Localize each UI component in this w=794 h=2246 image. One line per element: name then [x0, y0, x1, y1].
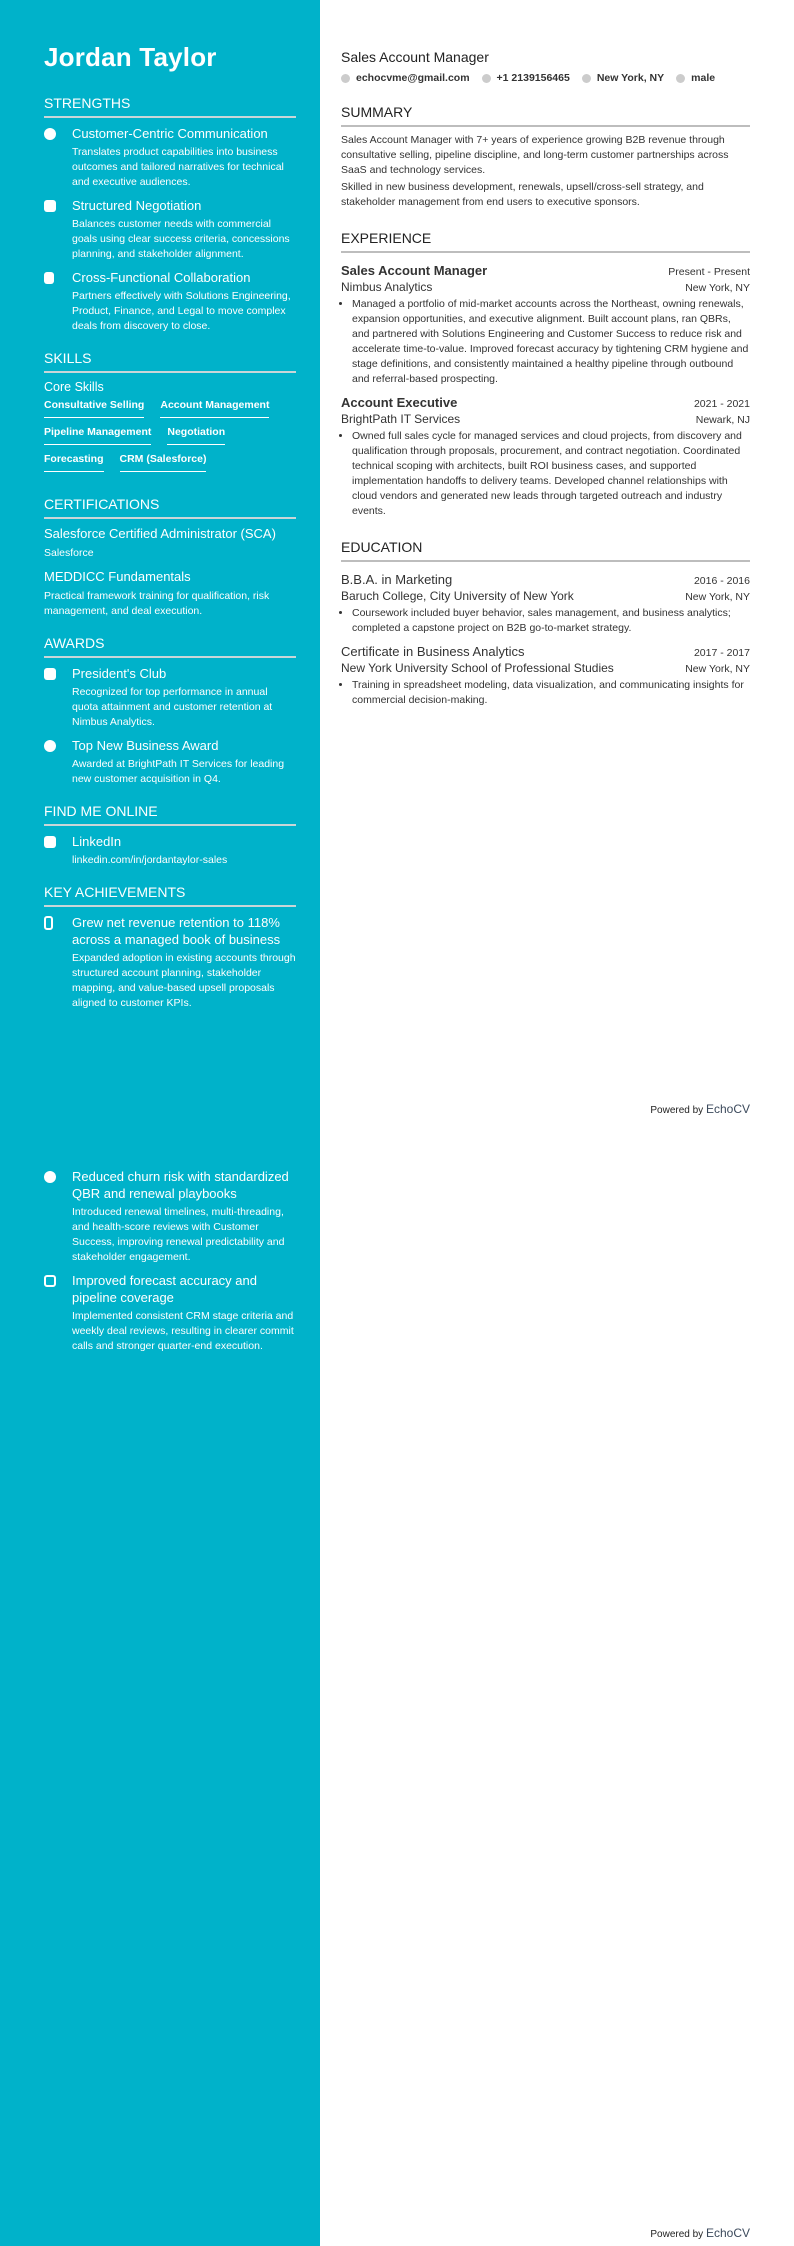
edu-bullet: • Training in spreadsheet modeling, data visualization, and communicating insights for commercial decision-making.: [352, 678, 750, 708]
footer-brand[interactable]: EchoCV: [705, 1102, 750, 1116]
phone[interactable]: +1 2139156465: [496, 72, 570, 84]
mobile-icon: [44, 916, 53, 930]
edu-location: New York, NY: [685, 591, 750, 603]
education-item: [341, 568, 750, 636]
achievement-item: [44, 1272, 296, 1354]
person-icon: [676, 74, 685, 83]
strengths-heading: STRENGTHS: [44, 95, 296, 118]
job-title: Sales Account Manager: [341, 263, 488, 278]
skills-heading: SKILLS: [44, 350, 296, 373]
summary-paragraph: Skilled in new business development, renewals, upsell/cross-sell strategy, and stakeholder management from end users to executive sponsors.: [341, 181, 704, 208]
phone-icon: [482, 74, 491, 83]
location: New York, NY: [596, 72, 665, 84]
footer-brand[interactable]: EchoCV: [705, 2226, 750, 2240]
strength-item: [44, 197, 296, 262]
strength-title: Structured Negotiation: [72, 198, 202, 213]
skill-tag: Consultative Selling: [44, 399, 144, 418]
sidebar: [0, 0, 320, 2246]
job-title: Account Executive: [341, 395, 458, 410]
job-dates: 2021 - 2021: [693, 398, 750, 410]
pie-chart-icon: [44, 740, 56, 752]
job-bullet: • Owned full sales cycle for managed services and cloud projects, from discovery and qualification through proposals, procurement, and contract negotiation. Coordinated technical scoping with architects, built ROI business cases, and supported implementation handoffs to delivery teams. Developed channel relationships with cloud vendors and generated new leads through targeted outreach and industry events.: [352, 429, 750, 519]
footer-prefix: Powered by: [650, 2229, 704, 2240]
euro-icon: [44, 1171, 56, 1183]
experience-heading: EXPERIENCE: [341, 230, 750, 253]
job-bullet: • Managed a portfolio of mid-market accounts across the Northeast, owning renewals, expansion opportunities, and executive alignment. Built account plans, ran QBRs, and partnered with Solutions Engineering and Customer Success to reduce risk and accelerate time-to-value. Improved forecast accuracy by tightening CRM hygiene and stage definitions, and consistently maintained a healthy pipeline through outbound and referral-based prospecting.: [352, 297, 750, 387]
education-heading: EDUCATION: [341, 539, 750, 562]
edu-dates: 2017 - 2017: [693, 647, 750, 659]
achievement-title: Improved forecast accuracy and pipeline coverage: [72, 1273, 257, 1305]
location-icon: [582, 74, 591, 83]
contact-bar: [341, 72, 750, 84]
job-location: New York, NY: [685, 282, 750, 294]
strength-desc: Translates product capabilities into business outcomes and tailored narratives for technical and executive audiences.: [72, 146, 284, 188]
school: New York University School of Professional Studies: [341, 661, 614, 675]
strength-desc: Partners effectively with Solutions Engineering, Product, Finance, and Legal to move complex deals from discovery to close.: [72, 290, 291, 332]
skill-tag: Forecasting: [44, 453, 104, 472]
award-desc: Awarded at BrightPath IT Services for leading new customer acquisition in Q4.: [72, 758, 285, 785]
summary-heading: SUMMARY: [341, 104, 750, 127]
linkedin-link[interactable]: linkedin.com/in/jordantaylor-sales: [72, 854, 228, 866]
job-location: Newark, NJ: [695, 414, 750, 426]
footer-page-2: [650, 2226, 750, 2240]
achievement-item: [44, 914, 296, 1011]
skill-tag: CRM (Salesforce): [120, 453, 207, 472]
envelope-open-icon: [44, 200, 56, 212]
cert-title: Salesforce Certified Administrator (SCA): [44, 526, 276, 541]
award-title: President's Club: [72, 666, 167, 681]
cert-desc: Practical framework training for qualification, risk management, and deal execution.: [44, 590, 270, 617]
candidate-name: Jordan Taylor: [44, 42, 217, 72]
job-dates: Present - Present: [668, 266, 750, 278]
skills-list: [44, 399, 296, 480]
footer-page-1: [650, 1102, 750, 1116]
achievement-desc: Introduced renewal timelines, multi-threading, and health-score reviews with Customer Success, improving renewal predictability and stakeholder engagement.: [72, 1206, 285, 1263]
skills-group: Core Skills: [44, 380, 104, 394]
edu-bullet: • Coursework included buyer behavior, sales management, and business analytics; completed a capstone project on B2B go-to-market strategy.: [352, 606, 750, 636]
achievement-desc: Implemented consistent CRM stage criteria and weekly deal reviews, resulting in clearer commit calls and stronger quarter-end execution.: [72, 1310, 294, 1352]
degree: Certificate in Business Analytics: [341, 644, 525, 659]
terminal-icon: [44, 668, 56, 680]
awards-heading: AWARDS: [44, 635, 296, 658]
achievement-desc: Expanded adoption in existing accounts through structured account planning, stakeholder mapping, and value-based upsell proposals aligned to customer KPIs.: [72, 952, 296, 1009]
gender: male: [691, 72, 716, 84]
experience-item: [341, 259, 750, 387]
school: Baruch College, City University of New York: [341, 589, 574, 603]
strength-item: [44, 269, 296, 334]
file-chart-icon: [44, 272, 54, 284]
skill-tag: Pipeline Management: [44, 426, 151, 445]
certifications-heading: CERTIFICATIONS: [44, 496, 296, 519]
online-heading: FIND ME ONLINE: [44, 803, 296, 826]
award-item: [44, 665, 296, 730]
award-desc: Recognized for top performance in annual quota attainment and customer retention at Nimbus Analytics.: [72, 686, 273, 728]
achievement-title: Reduced churn risk with standardized QBR and renewal playbooks: [72, 1169, 289, 1201]
strength-title: Customer-Centric Communication: [72, 126, 268, 141]
experience-item: [341, 391, 750, 519]
online-item: [44, 833, 296, 868]
company: BrightPath IT Services: [341, 412, 461, 426]
email[interactable]: echocvme@gmail.com: [356, 72, 470, 84]
award-title: Top New Business Award: [72, 738, 219, 753]
chip-icon: [44, 1275, 56, 1287]
achievement-item: [44, 1168, 296, 1265]
company: Nimbus Analytics: [341, 280, 433, 294]
main-content: [341, 0, 750, 712]
skill-tag: Account Management: [160, 399, 269, 418]
at-icon: [341, 74, 350, 83]
currency-icon: [44, 128, 56, 140]
cert-desc: Salesforce: [44, 547, 94, 559]
strength-title: Cross-Functional Collaboration: [72, 270, 251, 285]
strength-desc: Balances customer needs with commercial goals using clear success criteria, concessions planning, and stakeholder alignment.: [72, 218, 290, 260]
edu-dates: 2016 - 2016: [693, 575, 750, 587]
archive-icon: [44, 836, 56, 848]
education-item: [341, 640, 750, 708]
cert-title: MEDDICC Fundamentals: [44, 569, 191, 584]
achievement-title: Grew net revenue retention to 118% across a managed book of business: [72, 915, 281, 947]
summary-paragraph: Sales Account Manager with 7+ years of experience growing B2B revenue through consultative selling, pipeline discipline, and long-term customer partnerships across SaaS and technology services.: [341, 134, 729, 176]
skill-tag: Negotiation: [167, 426, 225, 445]
degree: B.B.A. in Marketing: [341, 572, 453, 587]
edu-location: New York, NY: [685, 663, 750, 675]
strength-item: [44, 125, 296, 190]
achievements-heading: KEY ACHIEVEMENTS: [44, 884, 296, 907]
job-role: Sales Account Manager: [341, 49, 489, 65]
footer-prefix: Powered by: [650, 1105, 704, 1116]
award-item: [44, 737, 296, 787]
online-title: LinkedIn: [72, 834, 122, 849]
